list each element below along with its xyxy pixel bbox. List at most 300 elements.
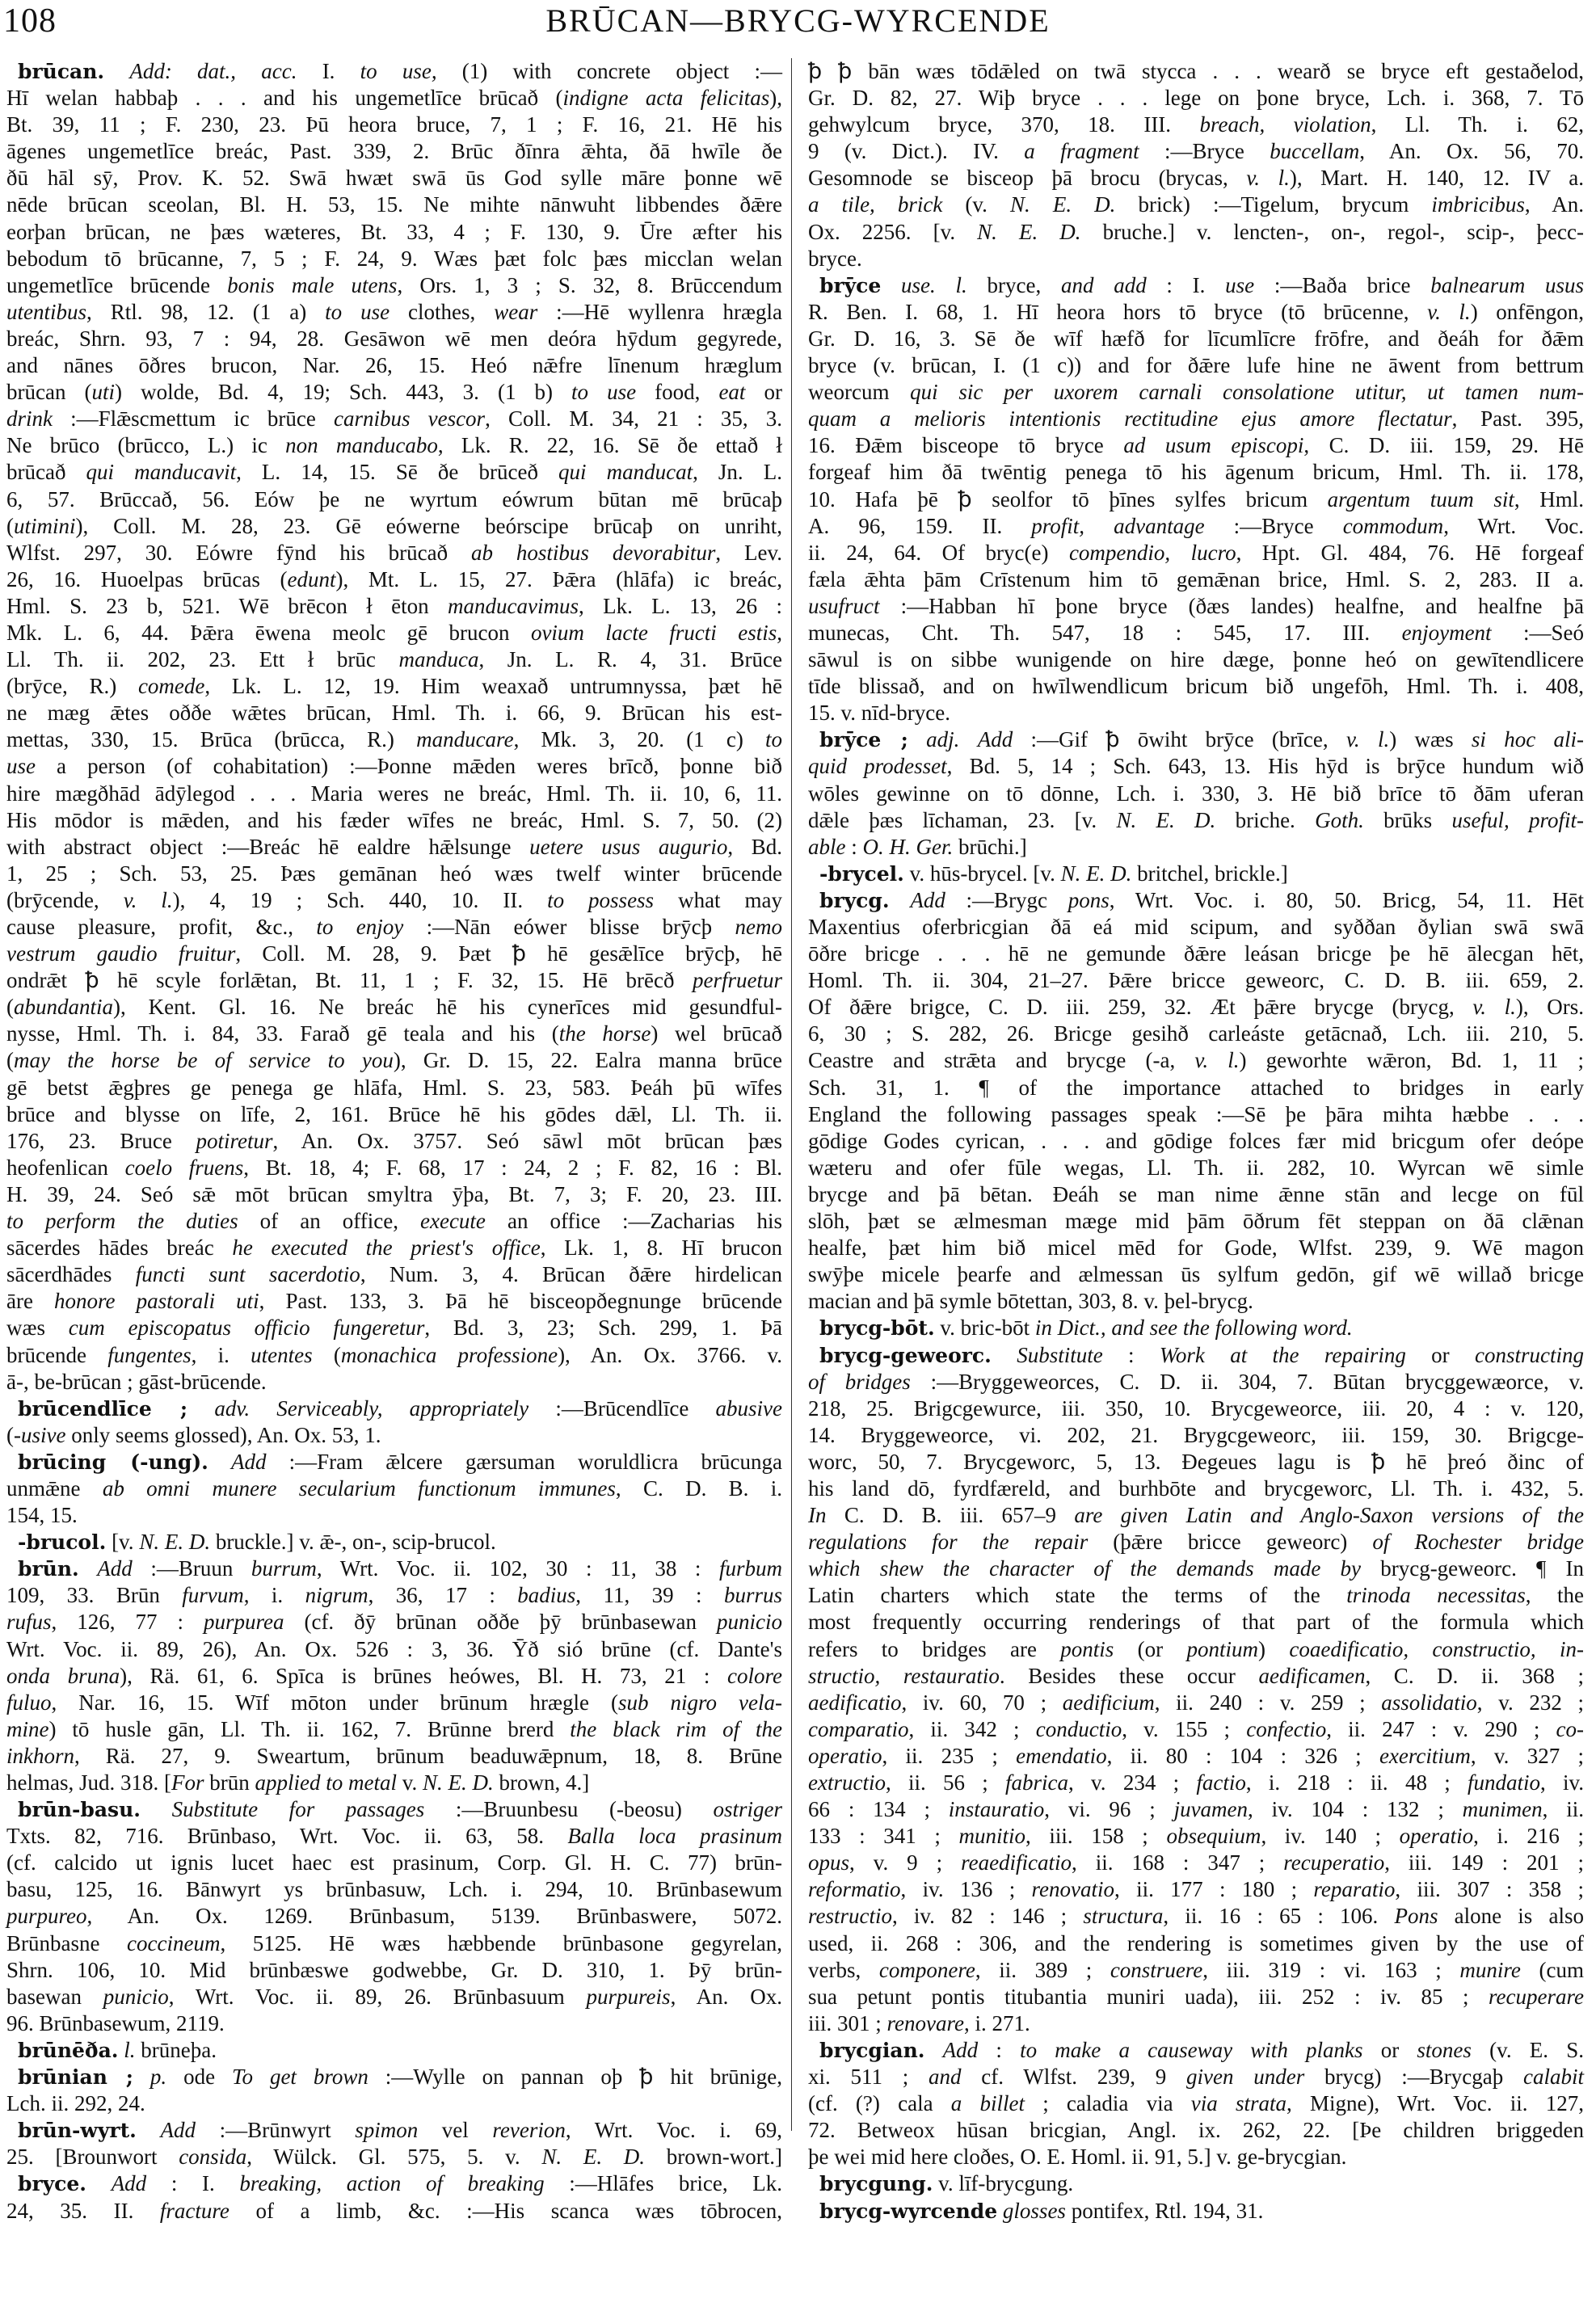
italic-text: ovium lacte fructi estis	[530, 620, 777, 645]
italic-text: juvamen	[1173, 1797, 1249, 1822]
italic-text: a billet	[950, 2091, 1025, 2116]
text-line	[6, 1475, 782, 1502]
text-line	[808, 1181, 1584, 1208]
italic-text: p.	[149, 2065, 167, 2090]
text-run: brūcende	[6, 1342, 108, 1367]
text-run: , v. 155 ;	[1122, 1716, 1247, 1741]
text-run: healfe, þæt him bið micel mēd for Gode, Wlfst. 239, 9. Wē magon	[808, 1235, 1584, 1261]
headword: brycg-geweorc.	[819, 1343, 992, 1367]
italic-text: sub nigro vela-	[618, 1690, 782, 1715]
text-run: , iii. 319 : vi. 163 ;	[1202, 1957, 1460, 1982]
text-line	[6, 1690, 782, 1716]
text-line	[808, 352, 1584, 379]
italic-text: l.	[124, 2037, 136, 2062]
text-run: , i. 218 : ii. 48 ;	[1245, 1770, 1468, 1795]
text-run: 72. Betweox hūsan bricgian, Angl. ix. 262, 22. [Þe children briggeden	[808, 2118, 1584, 2143]
text-run: brycge and þā bētan. Ðeáh se man nime ǣnne stān and lecge on fūl	[808, 1181, 1584, 1206]
text-run: 15. v. nīd-bryce.	[808, 701, 950, 726]
text-run: briche.	[1215, 807, 1316, 832]
text-run	[881, 273, 901, 297]
text-line	[6, 994, 782, 1021]
text-run: , iv. 60, 70 ;	[901, 1690, 1063, 1715]
italic-text: adj.	[926, 727, 960, 752]
text-line	[6, 1743, 782, 1770]
text-run: 176, 23. Bruce	[6, 1128, 196, 1153]
italic-text: indigne acta felicitas	[562, 86, 770, 111]
italic-text: furbum	[718, 1556, 782, 1581]
text-run: , L. 14, 15. Sē ðe brūceð	[236, 460, 559, 485]
text-line	[6, 1369, 782, 1395]
italic-text: N. E. D.	[139, 1530, 211, 1555]
text-run: ne mæg ǣtes oððe wǣtes brūcan, Hml. Th. i. 66, 9. Brūcan his est-	[6, 701, 782, 726]
text-run: [v.	[106, 1530, 140, 1555]
text-run: (brȳcende,	[6, 887, 124, 912]
text-run: , Past. 133, 3. Þā hē bisceopðegnunge brūcende	[259, 1289, 782, 1314]
italic-text: compendio, lucro	[1068, 540, 1236, 565]
text-line	[808, 406, 1584, 432]
italic-text: Balla loca prasinum	[567, 1824, 783, 1849]
italic-text: renovatio	[1031, 1877, 1114, 1902]
text-line	[808, 753, 1584, 780]
italic-text: ab hostibus devorabitur	[471, 540, 716, 565]
text-line	[6, 1716, 782, 1743]
text-run: , Jn. L.	[693, 460, 782, 485]
italic-text: reaedificatio	[961, 1850, 1072, 1875]
text-line	[808, 85, 1584, 112]
italic-text: fuluo	[6, 1690, 52, 1715]
text-line	[6, 1663, 782, 1690]
italic-text: Add: dat., acc.	[129, 59, 297, 83]
text-run: swȳþe micele þearfe and ælmessan ūs sylfum gedōn, gif wē willað bricge	[808, 1262, 1584, 1287]
italic-text: operatio	[808, 1743, 882, 1768]
text-line	[6, 246, 782, 272]
text-line	[808, 1957, 1584, 1984]
italic-text: utimini	[14, 513, 76, 538]
text-run: , Num. 3, 4. Brūcan ðǣre hirdelican	[360, 1262, 782, 1287]
text-run: :—Brūcendlīce	[528, 1395, 716, 1421]
text-run: , ii. 16 : 65 : 106.	[1163, 1904, 1395, 1929]
text-run: brūce and blysse on līfe, 2, 161. Brūce hē his gōdes dǣl, Ll. Th. ii.	[6, 1101, 782, 1126]
text-line	[808, 1235, 1584, 1261]
text-line	[808, 2010, 1584, 2037]
text-run: C. D. B. iii. 657–9	[826, 1503, 1075, 1528]
italic-text: execute	[420, 1209, 486, 1234]
text-run: sācerdhādes	[6, 1262, 136, 1287]
italic-text: componere	[878, 1957, 975, 1982]
text-line	[808, 1261, 1584, 1288]
text-run: ),	[769, 86, 782, 111]
text-run: Lch. ii. 292, 24.	[6, 2091, 145, 2116]
entry-headline	[808, 272, 1584, 299]
text-line	[808, 486, 1584, 513]
italic-text: argentum tuum sit	[1327, 486, 1514, 511]
italic-text: Add	[910, 887, 945, 912]
text-line	[6, 1261, 782, 1288]
text-line	[6, 646, 782, 673]
text-line	[808, 1422, 1584, 1449]
text-run: wæs	[6, 1315, 69, 1341]
text-run: , iv.	[1540, 1770, 1585, 1795]
text-line	[6, 112, 782, 138]
text-run: (cf. ðȳ brūnan oððe þȳ brūnbasewan	[284, 1610, 717, 1635]
italic-text: nemo	[735, 915, 782, 939]
italic-text: constructing	[1475, 1342, 1584, 1367]
text-run: :—Bryce	[1139, 139, 1270, 164]
text-run: food,	[636, 380, 719, 405]
italic-text: vestrum gaudio fruitur	[6, 941, 236, 966]
text-run: of an office,	[238, 1209, 420, 1234]
text-line	[6, 540, 782, 566]
text-line	[808, 1369, 1584, 1395]
italic-text: uti	[91, 380, 116, 405]
italic-text: and add	[1060, 272, 1147, 297]
page-header	[0, 0, 1596, 48]
text-run: clothes,	[390, 299, 495, 324]
text-run: , ii. 342 ;	[908, 1716, 1036, 1741]
text-run: , Nar. 16, 15. Wīf mōton under brūnum hrægle (	[51, 1690, 618, 1715]
text-run: his land dō, fyrdfæreld, and burhbōte and brycgeworc, Ll. Th. i. 432, 5.	[808, 1475, 1584, 1501]
text-run: , 36, 17 :	[368, 1583, 518, 1608]
italic-text: aedificium	[1062, 1690, 1155, 1715]
italic-text: coaedificatio, constructio, in-	[1289, 1636, 1584, 1661]
text-line	[6, 2198, 782, 2225]
text-run: cf. Wlfst. 239, 9	[961, 2065, 1187, 2090]
text-run: Shrn. 106, 10. Mid brūnbæswe godwebbe, Gr. D. 310, 1. Þȳ brūn-	[6, 1957, 782, 1982]
text-run: , Wrt. Voc. ii. 89, 26. Brūnbasuum	[168, 1984, 587, 2009]
text-line	[6, 593, 782, 620]
italic-text: l.	[955, 272, 967, 297]
text-run: , Bt. 18, 4; F. 68, 17 : 24, 2 ; F. 82, 16 : Bl.	[243, 1155, 782, 1180]
text-run: nēde brūcan sceolan, Bl. H. 53, 15. Ne mihte nānwuht libbendes ðǣre	[6, 192, 782, 217]
text-line	[808, 1823, 1584, 1850]
text-run: (brȳce, R.)	[6, 674, 138, 699]
italic-text: spimon	[355, 2118, 419, 2143]
headword: brūnēða.	[18, 2038, 119, 2062]
italic-text: drink	[6, 406, 53, 431]
text-run: A. 96, 159. II.	[808, 513, 1032, 538]
text-run: Hml. S. 23 b, 521. Wē brēcon ł ēton	[6, 593, 448, 618]
headword: brūn-wyrt.	[18, 2119, 137, 2143]
italic-text: N. E. D.	[1116, 807, 1216, 832]
text-run: āgenes ungemetlīce breác, Past. 339, 2. Brūc ðīnra ǣhta, ðā hwīle ðe	[6, 139, 782, 164]
italic-text: fundatio	[1467, 1770, 1540, 1795]
italic-text: carnibus vescor	[333, 406, 486, 431]
text-run: weorcum	[808, 380, 911, 405]
headword: brūcan.	[18, 60, 105, 83]
text-line	[808, 379, 1584, 406]
text-run: ), Ors.	[1515, 995, 1584, 1020]
text-line	[808, 1690, 1584, 1716]
headword: brūn.	[18, 1557, 79, 1581]
text-run: : I.	[1146, 272, 1226, 297]
headword: brūn-basu.	[18, 1798, 141, 1822]
text-line	[6, 1502, 782, 1529]
text-run: macian and þā symle bōtettan, 303, 8. v. þel-brycg.	[808, 1289, 1253, 1314]
text-run: Brūnbasne	[6, 1930, 128, 1955]
entry-headline	[808, 726, 1584, 753]
text-run: v. līf-brycgung.	[933, 2171, 1074, 2196]
text-run: , ii. 80 : 104 : 326 ;	[1106, 1743, 1379, 1768]
text-run: , ii. 240 : v. 259 ;	[1154, 1690, 1382, 1715]
text-run: and nānes ōðres brucon, Nar. 26, 15. Heó nǣfre līnenum hræglum	[6, 353, 782, 378]
italic-text: purpurea	[203, 1610, 284, 1635]
text-run: (	[6, 513, 14, 538]
italic-text: a fragment	[1024, 139, 1139, 164]
italic-text: v. l.	[1427, 299, 1471, 324]
text-line	[6, 914, 782, 941]
text-run	[936, 273, 956, 297]
italic-text: applied to metal	[255, 1770, 397, 1795]
text-line	[808, 1047, 1584, 1074]
italic-text: reformatio	[808, 1877, 901, 1902]
italic-text: Add	[977, 727, 1013, 752]
text-run: , Lk. L. 13, 26 :	[579, 593, 782, 618]
entry-headline	[808, 2037, 1584, 2064]
text-run: bruckle.] v. ǣ-, on-, scip-brucol.	[210, 1530, 496, 1555]
italic-text: use.	[901, 272, 936, 297]
text-run: a person (of cohabitation) :—Þonne mǣden weres brīcð, þonne bið	[36, 754, 782, 779]
text-line	[6, 1021, 782, 1047]
text-line	[808, 2090, 1584, 2117]
text-run	[104, 59, 129, 83]
headword: brycg.	[819, 888, 890, 912]
headword: -brucol.	[18, 1530, 107, 1555]
text-run: , i.	[191, 1342, 251, 1367]
text-run: ā-, be-brūcan ; gāst-brūcende.	[6, 1369, 267, 1394]
text-run: )	[1258, 1636, 1290, 1661]
italic-text: extructio	[808, 1770, 886, 1795]
text-run: Gr. D. 16, 3. Sē ðe wīf hæfð for līcumlīcre frōfre, and ðeáh for ðǣm	[808, 326, 1584, 351]
text-run: helmas, Jud. 318. [	[6, 1770, 171, 1795]
italic-text: utentibus	[6, 299, 86, 324]
text-run: : I.	[146, 2171, 240, 2196]
italic-text: ostriger	[713, 1797, 783, 1822]
text-run: , Lk. L. 12, 19. Him weaxað untrumnyssa, þæt hē	[204, 674, 782, 699]
text-run: cause pleasure, profit, &c.,	[6, 915, 317, 939]
text-run: , ii.	[1542, 1797, 1584, 1822]
text-line	[6, 1609, 782, 1635]
text-line	[808, 1743, 1584, 1770]
text-run: :—Hlāfes brice, Lk.	[544, 2171, 783, 2196]
text-run: , iv. 136 ;	[900, 1877, 1032, 1902]
text-run: ), Coll. M. 28, 23. Gē eówerne beórscipe brūcaþ on unriht,	[75, 513, 782, 538]
entry-headline	[808, 2170, 1584, 2197]
italic-text: honore pastorali uti	[54, 1289, 259, 1314]
text-line	[808, 1636, 1584, 1663]
text-run: breác, Shrn. 93, 7 : 94, 28. Gesāwon wē men deóra hȳdum gegyrede,	[6, 326, 782, 351]
text-line	[808, 138, 1584, 165]
text-run	[992, 1343, 1017, 1367]
text-line	[808, 1903, 1584, 1930]
text-run: slōh, þæt se ælmesman mæge mid þām ōðrum fēt steppan on ðā clǣnan	[808, 1209, 1584, 1234]
text-line	[808, 432, 1584, 459]
text-run: vel	[418, 2118, 493, 2143]
italic-text: structio, restauratio	[808, 1663, 1000, 1688]
text-run: 1, 25 ; Sch. 53, 25. Þæs gemānan heó wæs twelf winter brūcende	[6, 861, 782, 886]
italic-text: the black rim of the	[570, 1716, 783, 1741]
italic-text: co-	[1556, 1716, 1584, 1741]
italic-text: able	[808, 834, 846, 859]
text-run: , Migne), Wrt. Voc. ii. 127,	[1286, 2091, 1584, 2116]
text-run: (1) with concrete object :—	[436, 59, 783, 83]
text-run: brick) :—Tigelum, brycum	[1115, 192, 1432, 217]
text-run: R. Ben. I. 68, 1. Hī heora hors tō bryce (tō brūcenne,	[808, 299, 1428, 324]
italic-text: functi sunt sacerdotio	[135, 1262, 360, 1287]
text-run: v. bric-bōt	[934, 1315, 1035, 1341]
text-run: unmǣne	[6, 1475, 103, 1501]
text-line	[808, 1876, 1584, 1903]
text-line	[808, 1075, 1584, 1101]
italic-text: Work at the repairing	[1159, 1342, 1406, 1367]
text-run: gē betst ǣgþres ge penega ge hlāfa, Hml. S. 23, 583. Þeáh þū wīfes	[6, 1075, 782, 1100]
text-line	[808, 1128, 1584, 1155]
text-run	[997, 2199, 1003, 2223]
text-run: , Past. 395,	[1451, 406, 1584, 431]
text-run: tīde blissað, and on hwīlwendlicum bricum bið ungefōh, Hml. Th. i. 408,	[808, 674, 1584, 699]
text-run: (	[312, 1342, 341, 1367]
text-run	[924, 2038, 942, 2062]
italic-text: obsequium	[1166, 1824, 1261, 1849]
entry-headline	[6, 1796, 782, 1823]
text-run: , ii. 235 ;	[882, 1743, 1017, 1768]
text-line	[6, 2010, 782, 2037]
italic-text: v. l.	[1194, 1048, 1240, 1073]
text-run: Ox. 2256. [v.	[808, 219, 978, 244]
text-run: 6, 30 ; S. 282, 26. Bricge gesihð carleáste getācnað, Lch. iii. 210, 5.	[808, 1021, 1584, 1046]
italic-text: purpureis	[586, 1984, 671, 2009]
text-line	[808, 1930, 1584, 1957]
italic-text: usive	[20, 1422, 66, 1447]
italic-text: buccellam	[1270, 139, 1360, 164]
entry-headline	[6, 2170, 782, 2197]
text-line	[6, 1342, 782, 1369]
text-run: Latin charters which state the terms of the	[808, 1583, 1347, 1608]
italic-text: to use	[325, 299, 390, 324]
text-run: mettas, 330, 15. Brūca (brūcca, R.)	[6, 727, 417, 752]
text-line	[808, 673, 1584, 700]
italic-text: confectio	[1246, 1716, 1327, 1741]
italic-text: fungentes	[107, 1342, 192, 1367]
text-line	[6, 566, 782, 593]
text-line	[808, 1796, 1584, 1823]
italic-text: profit, advantage	[1031, 513, 1205, 538]
text-run: wōles gewinne on tō dōnne, Lch. i. 330, 3. Hē bið brīce tō ðām uferan	[808, 781, 1584, 806]
italic-text: munitio	[958, 1824, 1025, 1849]
text-run: , Hpt. Gl. 484, 76. Hē forgeaf	[1236, 540, 1584, 565]
text-run: 9 (v. Dict.). IV.	[808, 139, 1025, 164]
text-line	[6, 1422, 782, 1449]
text-line	[6, 861, 782, 887]
text-run: an office :—Zacharias his	[485, 1209, 782, 1234]
text-line	[6, 1770, 782, 1796]
text-run: H. 39, 24. Seó sǣ mōt brūcan smyltra ȳþa, Bt. 7, 3; F. 20, 23. III.	[6, 1181, 782, 1206]
italic-text: Add	[97, 1556, 133, 1581]
italic-text: rufus	[6, 1610, 52, 1635]
text-run: ), Mart. H. 140, 12. IV a.	[1289, 166, 1584, 191]
text-run: :—Gif ꝥ ōwiht brȳce (brīce,	[1013, 727, 1346, 752]
italic-text: of Rochester bridge	[1372, 1530, 1584, 1555]
italic-text: munire	[1459, 1957, 1521, 1982]
text-run: , Bd.	[727, 834, 783, 859]
text-line	[6, 299, 782, 326]
headword: bryce.	[18, 2172, 87, 2196]
text-run: , Jn. L. R. 4, 31. Brūce	[478, 647, 782, 672]
text-line	[6, 753, 782, 780]
text-run: , An. Ox. 56, 70.	[1359, 139, 1584, 164]
text-run: bryce,	[966, 272, 1061, 297]
text-run: :—Fram ǣlcere gærsuman woruldlicra brūcunga	[266, 1449, 782, 1474]
italic-text: onda bruna	[6, 1663, 120, 1688]
text-run: ) wolde, Bd. 4, 19; Sch. 443, 3. (1 b)	[115, 380, 572, 405]
text-line	[808, 566, 1584, 593]
text-run: , An. Ox. 3757. Seó sāwl mōt brūcan þæs	[272, 1128, 783, 1153]
italic-text: recuperare	[1489, 1984, 1584, 2009]
text-line	[808, 1475, 1584, 1502]
text-run: , 11, 39 :	[575, 1583, 724, 1608]
text-run: , v. 9 ;	[849, 1850, 962, 1875]
text-run: , i. 271.	[963, 2010, 1030, 2035]
text-line	[808, 700, 1584, 726]
text-run: :	[845, 834, 863, 859]
text-run	[187, 1396, 214, 1421]
text-run: nysse, Hml. Th. i. 84, 33. Farað gē teala and his (	[6, 1021, 559, 1046]
text-line	[6, 1315, 782, 1341]
text-line	[808, 219, 1584, 246]
text-line	[6, 781, 782, 807]
left-column	[6, 58, 782, 2225]
text-run: alone is also	[1438, 1904, 1584, 1929]
italic-text: structura	[1083, 1904, 1164, 1929]
text-run: , iii. 158 ;	[1025, 1824, 1167, 1849]
text-line	[808, 1716, 1584, 1743]
text-line	[6, 352, 782, 379]
text-run: basu, 125, 16. Bānwyrt ys brūnbasuw, Lch. i. 294, 10. Brūnbasewum	[6, 1877, 782, 1902]
text-line	[6, 1957, 782, 1984]
text-run: , 5125. Hē wæs hæbbende brūnbasone gegyrelan,	[220, 1930, 782, 1955]
text-line	[6, 726, 782, 753]
text-line	[6, 1903, 782, 1930]
italic-text: perfruetur	[693, 968, 782, 993]
text-line	[6, 700, 782, 726]
italic-text: are given Latin and Anglo-Saxon versions of the	[1074, 1503, 1584, 1528]
text-run: 16. Ðǣm bisceope tō bryce	[808, 433, 1124, 458]
text-run: ), Gr. D. 15, 22. Ealra manna brūce	[393, 1048, 783, 1073]
italic-text: monachica professione	[340, 1342, 558, 1367]
text-line	[808, 994, 1584, 1021]
text-run: , Hml.	[1514, 486, 1584, 511]
running-head: BRŪCAN—BRYCG-WYRCENDE	[545, 2, 1051, 39]
entry-headline	[6, 1555, 782, 1582]
text-run: verbs,	[808, 1957, 879, 1982]
text-run: 66 : 134 ;	[808, 1797, 949, 1822]
text-run: Txts. 82, 716. Brūnbaso, Wrt. Voc. ii. 63, 58.	[6, 1824, 568, 1849]
italic-text: colore	[727, 1663, 782, 1688]
text-line	[6, 1984, 782, 2010]
italic-text: imbricibus	[1431, 192, 1525, 217]
text-line	[808, 299, 1584, 326]
headword: brȳce ;	[819, 728, 908, 752]
italic-text: restructio	[808, 1904, 892, 1929]
text-run: āre	[6, 1289, 55, 1314]
italic-text: coelo fruens	[124, 1155, 244, 1180]
text-run: , Bd. 3, 23; Sch. 299, 1. Þā	[424, 1315, 783, 1341]
text-run: v.	[396, 1770, 423, 1795]
text-run: gōdige Godes cyrican, . . . and gōdige folces fær mid bricgum ofer deópe	[808, 1128, 1584, 1153]
text-run: , An. Ox.	[670, 1984, 782, 2009]
text-line	[808, 2144, 1584, 2170]
text-run: Wlfst. 297, 30. Eówre fȳnd his brūcað	[6, 540, 472, 565]
headword: brūcendlīce ;	[18, 1396, 188, 1421]
